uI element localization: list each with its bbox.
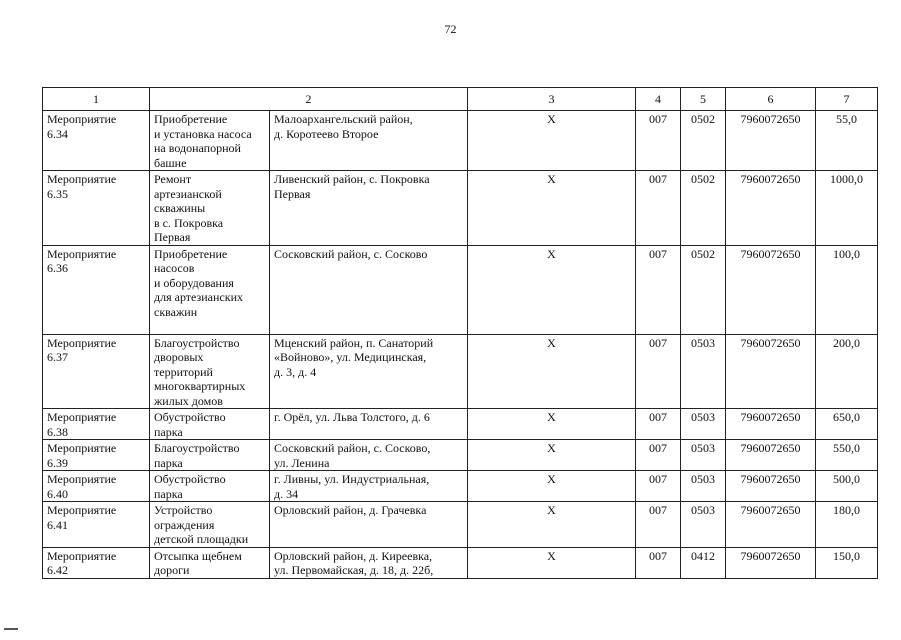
- col4-cell: 007: [636, 171, 681, 246]
- location-cell: Орловский район, д. Грачевка: [270, 502, 468, 548]
- col5-cell: 0502: [681, 171, 726, 246]
- event-name-cell: Устройство ограждения детской площадки: [150, 502, 270, 548]
- event-name-cell: Приобретение и установка насоса на водонапорной башне: [150, 111, 270, 171]
- table-row: [43, 245, 878, 334]
- event-name-cell: Благоустройство парка: [150, 440, 270, 471]
- event-cell: Мероприятие 6.40: [43, 471, 150, 502]
- col5-cell: 0503: [681, 502, 726, 548]
- col3-cell: Х: [468, 409, 636, 440]
- budget-table: [42, 87, 878, 579]
- table-row: [43, 409, 878, 440]
- col4-cell: 007: [636, 111, 681, 171]
- col4-cell: 007: [636, 409, 681, 440]
- table-row: [43, 471, 878, 502]
- col5-cell: 0412: [681, 547, 726, 578]
- col6-cell: 7960072650: [726, 334, 816, 409]
- header-col-5: 5: [681, 88, 726, 111]
- amount-cell: 200,0: [816, 334, 878, 409]
- amount-cell: 500,0: [816, 471, 878, 502]
- header-col-4: 4: [636, 88, 681, 111]
- header-col-7: 7: [816, 88, 878, 111]
- event-cell: Мероприятие 6.42: [43, 547, 150, 578]
- location-cell: Сосковский район, с. Сосково: [270, 245, 468, 334]
- event-name-cell: Ремонт артезианской скважины в с. Покровка Первая: [150, 171, 270, 246]
- event-cell: Мероприятие 6.36: [43, 245, 150, 334]
- event-cell: Мероприятие 6.34: [43, 111, 150, 171]
- page-number: 72: [444, 22, 457, 36]
- location-cell: Малоархангельский район, д. Коротеево Второе: [270, 111, 468, 171]
- col6-cell: 7960072650: [726, 471, 816, 502]
- table-row: [43, 334, 878, 409]
- header-col-2: 2: [150, 88, 468, 111]
- col5-cell: 0502: [681, 245, 726, 334]
- location-cell: Сосковский район, с. Сосково, ул. Ленина: [270, 440, 468, 471]
- col6-cell: 7960072650: [726, 440, 816, 471]
- table-row: [43, 440, 878, 471]
- event-name-cell: Обустройство парка: [150, 471, 270, 502]
- header-col-1: 1: [43, 88, 150, 111]
- amount-cell: 550,0: [816, 440, 878, 471]
- amount-cell: 55,0: [816, 111, 878, 171]
- col6-cell: 7960072650: [726, 111, 816, 171]
- col4-cell: 007: [636, 471, 681, 502]
- table-row: [43, 547, 878, 578]
- col4-cell: 007: [636, 547, 681, 578]
- amount-cell: 1000,0: [816, 171, 878, 246]
- col3-cell: Х: [468, 471, 636, 502]
- location-cell: Ливенский район, с. Покровка Первая: [270, 171, 468, 246]
- col4-cell: 007: [636, 440, 681, 471]
- col3-cell: Х: [468, 111, 636, 171]
- table-row: [43, 171, 878, 246]
- event-name-cell: Приобретение насосов и оборудования для артезианских скважин: [150, 245, 270, 334]
- col3-cell: Х: [468, 245, 636, 334]
- col3-cell: Х: [468, 334, 636, 409]
- col6-cell: 7960072650: [726, 502, 816, 548]
- event-cell: Мероприятие 6.41: [43, 502, 150, 548]
- col4-cell: 007: [636, 334, 681, 409]
- event-name-cell: Обустройство парка: [150, 409, 270, 440]
- table-row: [43, 502, 878, 548]
- location-cell: Орловский район, д. Киреевка, ул. Первомайская, д. 18, д. 22б,: [270, 547, 468, 578]
- table-row: [43, 111, 878, 171]
- col6-cell: 7960072650: [726, 171, 816, 246]
- event-cell: Мероприятие 6.37: [43, 334, 150, 409]
- col5-cell: 0503: [681, 334, 726, 409]
- amount-cell: 150,0: [816, 547, 878, 578]
- location-cell: Мценский район, п. Санаторий «Войново», ул. Медицинская, д. 3, д. 4: [270, 334, 468, 409]
- location-cell: г. Ливны, ул. Индустриальная, д. 34: [270, 471, 468, 502]
- col4-cell: 007: [636, 245, 681, 334]
- col5-cell: 0503: [681, 440, 726, 471]
- col5-cell: 0503: [681, 471, 726, 502]
- col6-cell: 7960072650: [726, 245, 816, 334]
- event-name-cell: Отсыпка щебнем дороги: [150, 547, 270, 578]
- event-cell: Мероприятие 6.35: [43, 171, 150, 246]
- col3-cell: Х: [468, 171, 636, 246]
- header-col-3: 3: [468, 88, 636, 111]
- col3-cell: Х: [468, 547, 636, 578]
- col6-cell: 7960072650: [726, 547, 816, 578]
- header-col-6: 6: [726, 88, 816, 111]
- header-row: [43, 88, 878, 111]
- col3-cell: Х: [468, 440, 636, 471]
- col6-cell: 7960072650: [726, 409, 816, 440]
- amount-cell: 650,0: [816, 409, 878, 440]
- location-cell: г. Орёл, ул. Льва Толстого, д. 6: [270, 409, 468, 440]
- col5-cell: 0503: [681, 409, 726, 440]
- col5-cell: 0502: [681, 111, 726, 171]
- col3-cell: Х: [468, 502, 636, 548]
- event-cell: Мероприятие 6.39: [43, 440, 150, 471]
- event-cell: Мероприятие 6.38: [43, 409, 150, 440]
- scan-mark: [4, 628, 18, 630]
- event-name-cell: Благоустройство дворовых территорий многоквартирных жилых домов: [150, 334, 270, 409]
- amount-cell: 180,0: [816, 502, 878, 548]
- amount-cell: 100,0: [816, 245, 878, 334]
- col4-cell: 007: [636, 502, 681, 548]
